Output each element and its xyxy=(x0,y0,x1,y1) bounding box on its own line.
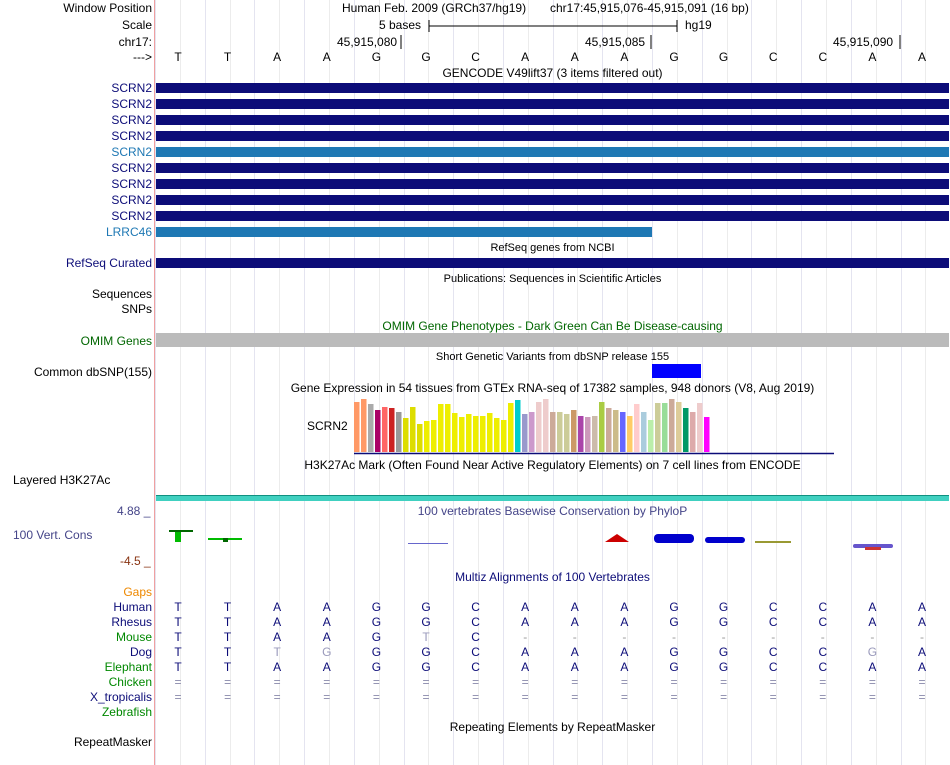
alignment-base: - xyxy=(820,630,825,644)
alignment-base: A xyxy=(273,660,282,674)
alignment-base: = xyxy=(571,690,579,704)
alignment-base: - xyxy=(622,630,627,644)
gtex-tissue-bar xyxy=(494,418,500,452)
gencode-gene-bar[interactable] xyxy=(156,147,949,157)
alignment-base: A xyxy=(620,600,629,614)
gtex-tissue-bar xyxy=(368,404,374,452)
alignment-base: A xyxy=(322,600,331,614)
alignment-base: = xyxy=(868,675,876,689)
gencode-gene-label[interactable]: SCRN2 xyxy=(111,193,152,207)
gtex-tissue-bar xyxy=(389,408,395,452)
window-position-label: Window Position xyxy=(63,1,152,15)
gencode-gene-label[interactable]: SCRN2 xyxy=(111,129,152,143)
gtex-tissue-bar xyxy=(354,402,360,452)
phylop-letter-a xyxy=(605,534,629,542)
alignment-base: = xyxy=(422,675,430,689)
gtex-tissue-bar xyxy=(466,414,472,452)
alignment-base: - xyxy=(572,630,577,644)
dbsnp-label[interactable]: Common dbSNP(155) xyxy=(33,365,152,379)
scale-text: 5 bases xyxy=(379,18,422,32)
alignment-base: = xyxy=(720,675,728,689)
ruler-tick-label: 45,915,080 xyxy=(337,35,398,49)
publications-sequences-label[interactable]: Sequences xyxy=(91,287,152,301)
alignment-base: = xyxy=(918,690,926,704)
alignment-base: C xyxy=(471,630,480,644)
species-label[interactable]: Dog xyxy=(129,645,152,659)
alignment-base: = xyxy=(174,690,182,704)
gtex-tissue-bar xyxy=(571,410,577,452)
alignment-base: A xyxy=(917,645,926,659)
gencode-gene-label[interactable]: SCRN2 xyxy=(111,161,152,175)
alignment-base: C xyxy=(818,645,828,659)
alignment-base: = xyxy=(521,690,529,704)
gencode-gene-bar[interactable] xyxy=(156,211,949,221)
alignment-base: - xyxy=(920,630,924,644)
gtex-tissue-bar xyxy=(704,417,710,452)
repeatmasker-label[interactable]: RepeatMasker xyxy=(73,735,152,749)
sequence-base: C xyxy=(471,50,480,64)
h3k27ac-signal[interactable] xyxy=(156,495,949,501)
species-label[interactable]: Rhesus xyxy=(111,615,152,629)
alignment-base: = xyxy=(918,675,926,689)
sequence-base: A xyxy=(521,50,530,64)
alignment-base: = xyxy=(868,690,876,704)
phylop-letter-g xyxy=(654,534,694,543)
alignment-base: A xyxy=(868,615,877,629)
gtex-tissue-bar xyxy=(522,414,528,452)
repeatmasker-title: Repeating Elements by RepeatMasker xyxy=(449,720,656,734)
publications-title: Publications: Sequences in Scientific Articles xyxy=(443,273,662,285)
alignment-base: = xyxy=(224,675,232,689)
alignment-base: G xyxy=(421,600,431,614)
sequence-base: C xyxy=(768,50,778,64)
gtex-tissue-bar xyxy=(375,410,381,452)
alignment-base: = xyxy=(769,690,777,704)
dbsnp-title: Short Genetic Variants from dbSNP release 155 xyxy=(435,351,670,363)
alignment-base: = xyxy=(571,675,579,689)
phylop-label[interactable]: 100 Vert. Cons xyxy=(13,528,93,542)
alignment-base: = xyxy=(472,690,480,704)
alignment-base: = xyxy=(620,675,628,689)
strand-label: ---> xyxy=(133,50,152,64)
gtex-tissue-bar xyxy=(550,412,556,452)
alignment-base: - xyxy=(771,630,776,644)
phylop-wiggle[interactable] xyxy=(155,522,950,560)
sequence-base: T xyxy=(223,50,232,64)
gencode-gene-bar[interactable] xyxy=(156,115,949,125)
phylop-min-label: -4.5 _ xyxy=(120,554,151,568)
alignment-base: C xyxy=(818,660,828,674)
alignment-base: G xyxy=(718,615,729,629)
gtex-tissue-bar xyxy=(536,402,542,452)
gtex-tissue-bar xyxy=(452,413,458,452)
alignment-base: C xyxy=(768,660,778,674)
alignment-base: G xyxy=(867,645,878,659)
alignment-base: = xyxy=(372,675,380,689)
alignment-base: A xyxy=(570,645,579,659)
alignment-base: G xyxy=(371,600,382,614)
gtex-tissue-bar xyxy=(620,412,626,452)
alignment-base: = xyxy=(620,690,628,704)
gtex-tissue-bar xyxy=(599,402,605,452)
alignment-base: G xyxy=(421,615,431,629)
alignment-base: C xyxy=(768,600,778,614)
gtex-gene-label[interactable]: SCRN2 xyxy=(307,419,348,433)
alignment-base: = xyxy=(670,690,678,704)
gtex-tissue-bar xyxy=(382,407,388,452)
gtex-tissue-bar xyxy=(585,417,591,452)
alignment-base: C xyxy=(471,660,480,674)
sequence-base: G xyxy=(371,50,382,64)
alignment-base: G xyxy=(718,660,729,674)
refseq-label[interactable]: RefSeq Curated xyxy=(65,256,152,270)
gtex-tissue-bar xyxy=(655,403,661,452)
alignment-base: A xyxy=(521,600,530,614)
refseq-gene-bar[interactable] xyxy=(156,258,949,268)
alignment-base: T xyxy=(174,615,182,629)
gtex-tissue-bar xyxy=(487,413,493,452)
gtex-tissue-bar xyxy=(410,407,416,452)
gencode-gene-label[interactable]: SCRN2 xyxy=(111,97,152,111)
alignment-base: G xyxy=(669,645,679,659)
alignment-base: G xyxy=(371,645,382,659)
gencode-gene-bar[interactable] xyxy=(156,179,949,189)
alignment-base: T xyxy=(223,645,232,659)
sequence-base: G xyxy=(669,50,679,64)
gtex-tissue-bar xyxy=(627,416,633,452)
alignment-base: A xyxy=(868,660,877,674)
gtex-tissue-bar xyxy=(564,414,570,452)
gencode-gene-bar[interactable] xyxy=(156,227,652,237)
alignment-base: G xyxy=(669,615,679,629)
gtex-tissue-bar xyxy=(515,400,521,452)
species-label[interactable]: Mouse xyxy=(115,630,152,644)
gencode-gene-bar[interactable] xyxy=(156,99,949,109)
gtex-tissue-bar xyxy=(501,420,507,452)
alignment-base: A xyxy=(917,615,926,629)
ruler-tick-label: 45,915,085 xyxy=(585,35,646,49)
alignment-base: A xyxy=(273,630,282,644)
alignment-base: T xyxy=(223,660,232,674)
sequence-base: A xyxy=(917,50,926,64)
alignment-base: A xyxy=(620,615,629,629)
alignment-base: C xyxy=(768,615,778,629)
publications-snps-label[interactable]: SNPs xyxy=(121,302,152,316)
alignment-base: = xyxy=(422,690,430,704)
gtex-tissue-bar xyxy=(613,410,619,452)
alignment-base: T xyxy=(223,615,232,629)
gtex-tissue-bar xyxy=(480,416,486,452)
alignment-base: G xyxy=(371,630,382,644)
alignment-base: = xyxy=(224,690,232,704)
gtex-tissue-bar xyxy=(683,408,689,452)
sequence-base: A xyxy=(322,50,331,64)
alignment-base: G xyxy=(718,645,729,659)
alignment-base: T xyxy=(174,600,182,614)
gencode-gene-label[interactable]: SCRN2 xyxy=(111,177,152,191)
alignment-base: - xyxy=(721,630,726,644)
alignment-base: T xyxy=(174,660,182,674)
alignment-base: T xyxy=(273,645,281,659)
sequence-base: T xyxy=(174,50,182,64)
gencode-gene-bar[interactable] xyxy=(156,195,949,205)
gtex-tissue-bar xyxy=(361,399,367,452)
gencode-gene-label[interactable]: LRRC46 xyxy=(105,225,152,239)
ruler-ticks xyxy=(400,35,910,49)
alignment-base: A xyxy=(322,630,331,644)
gtex-tissue-bar xyxy=(606,408,612,452)
h3k27ac-title: H3K27Ac Mark (Often Found Near Active Regulatory Elements) on 7 cell lines from ENCODE xyxy=(304,458,801,472)
gtex-tissue-bar xyxy=(662,403,668,452)
gencode-gene-bar[interactable] xyxy=(156,131,949,141)
species-label[interactable]: Zebrafish xyxy=(101,705,152,719)
gtex-tissue-bar xyxy=(641,412,647,452)
gtex-tissue-bar xyxy=(473,416,479,452)
alignment-base: T xyxy=(223,600,232,614)
chrom-label: chr17: xyxy=(118,35,152,49)
dbsnp-variant[interactable] xyxy=(652,364,701,378)
scale-label: Scale xyxy=(121,18,152,32)
sequence-base: A xyxy=(273,50,282,64)
gencode-gene-label[interactable]: SCRN2 xyxy=(111,81,152,95)
gtex-tissue-bar xyxy=(557,412,563,452)
gtex-tissue-bar xyxy=(697,403,703,452)
alignment-base: = xyxy=(372,690,380,704)
gaps-label[interactable]: Gaps xyxy=(123,585,152,599)
alignment-base: T xyxy=(174,630,182,644)
alignment-base: C xyxy=(818,600,828,614)
gtex-tissue-bar xyxy=(445,404,451,452)
species-label[interactable]: Elephant xyxy=(104,660,152,674)
assembly-text: Human Feb. 2009 (GRCh37/hg19) xyxy=(342,1,527,15)
gtex-tissue-bar xyxy=(403,418,409,452)
phylop-letter-g xyxy=(705,537,745,543)
alignment-base: A xyxy=(521,660,530,674)
alignment-base: A xyxy=(273,615,282,629)
alignment-base: A xyxy=(322,615,331,629)
position-text: chr17:45,915,076-45,915,091 (16 bp) xyxy=(550,1,749,15)
alignment-base: A xyxy=(322,660,331,674)
db-text: hg19 xyxy=(685,18,712,32)
alignment-base: = xyxy=(323,690,331,704)
alignment-base: G xyxy=(669,660,679,674)
alignment-base: - xyxy=(523,630,528,644)
gtex-tissue-bar xyxy=(438,404,444,452)
species-label[interactable]: X_tropicalis xyxy=(89,690,152,704)
gtex-tissue-bar xyxy=(396,412,402,452)
gencode-gene-bar[interactable] xyxy=(156,163,949,173)
gencode-gene-label[interactable]: SCRN2 xyxy=(111,209,152,223)
alignment-base: A xyxy=(570,600,579,614)
alignment-base: T xyxy=(174,645,182,659)
gtex-tissue-bar xyxy=(529,412,535,452)
alignment-base: T xyxy=(422,630,430,644)
omim-title: OMIM Gene Phenotypes - Dark Green Can Be Disease-causing xyxy=(382,319,723,333)
alignment-base: A xyxy=(521,615,530,629)
alignment-base: G xyxy=(371,660,382,674)
gtex-tissue-bar xyxy=(634,404,640,452)
alignment-base: = xyxy=(273,675,281,689)
gtex-bar-chart[interactable] xyxy=(354,396,834,456)
alignment-base: = xyxy=(670,675,678,689)
alignment-base: = xyxy=(273,690,281,704)
gtex-title: Gene Expression in 54 tissues from GTEx RNA-seq of 17382 samples, 948 donors (V8, Aug 2019) xyxy=(290,381,815,395)
alignment-base: G xyxy=(421,660,431,674)
gtex-tissue-bar xyxy=(592,416,598,452)
alignment-base: A xyxy=(917,660,926,674)
sequence-base: G xyxy=(718,50,729,64)
alignment-base: = xyxy=(819,675,827,689)
alignment-base: C xyxy=(471,645,480,659)
sequence-base: C xyxy=(818,50,828,64)
phylop-max-label: 4.88 _ xyxy=(117,504,151,518)
alignment-base: A xyxy=(917,600,926,614)
multiz-title: Multiz Alignments of 100 Vertebrates xyxy=(455,570,650,584)
species-label[interactable]: Human xyxy=(113,600,152,614)
alignment-base: = xyxy=(472,675,480,689)
alignment-base: A xyxy=(620,645,629,659)
sequence-base: G xyxy=(421,50,431,64)
alignment-base: A xyxy=(521,645,530,659)
ruler-tick-label: 45,915,090 xyxy=(833,35,894,49)
scale-bar xyxy=(428,18,680,34)
gtex-tissue-bar xyxy=(690,412,696,452)
alignment-base: G xyxy=(322,645,332,659)
gtex-tissue-bar xyxy=(543,399,549,452)
h3k27ac-label[interactable]: Layered H3K27Ac xyxy=(13,473,111,487)
species-label[interactable]: Chicken xyxy=(108,675,152,689)
alignment-base: A xyxy=(570,615,579,629)
gtex-tissue-bar xyxy=(508,403,514,452)
phylop-title: 100 vertebrates Basewise Conservation by PhyloP xyxy=(417,504,688,518)
alignment-base: G xyxy=(421,645,431,659)
alignment-base: C xyxy=(471,615,480,629)
alignment-base: G xyxy=(718,600,729,614)
gencode-title: GENCODE V49lift37 (3 items filtered out) xyxy=(442,66,663,80)
omim-gene-bar[interactable] xyxy=(156,333,949,347)
sequence-base: A xyxy=(620,50,629,64)
alignment-base: = xyxy=(819,690,827,704)
gtex-tissue-bar xyxy=(669,399,675,452)
gtex-tissue-bar xyxy=(417,424,423,452)
alignment-base: = xyxy=(720,690,728,704)
alignment-base: = xyxy=(323,675,331,689)
alignment-base: C xyxy=(768,645,778,659)
alignment-base: G xyxy=(669,600,679,614)
gencode-gene-label[interactable]: SCRN2 xyxy=(111,145,152,159)
alignment-base: T xyxy=(223,630,232,644)
gtex-tissue-bar xyxy=(424,421,430,452)
alignment-base: A xyxy=(273,600,282,614)
gencode-gene-label[interactable]: SCRN2 xyxy=(111,113,152,127)
alignment-base: = xyxy=(769,675,777,689)
gencode-gene-bar[interactable] xyxy=(156,83,949,93)
alignment-base: A xyxy=(570,660,579,674)
alignment-base: = xyxy=(521,675,529,689)
sequence-base: A xyxy=(570,50,579,64)
sequence-base: A xyxy=(868,50,877,64)
omim-label[interactable]: OMIM Genes xyxy=(80,334,152,348)
alignment-base: - xyxy=(672,630,676,644)
gtex-tissue-bar xyxy=(648,420,654,452)
alignment-base: = xyxy=(174,675,182,689)
refseq-title: RefSeq genes from NCBI xyxy=(490,242,615,254)
gtex-tissue-bar xyxy=(459,417,465,452)
gtex-tissue-bar xyxy=(676,402,682,452)
alignment-base: A xyxy=(620,660,629,674)
alignment-base: A xyxy=(868,600,877,614)
gtex-tissue-bar xyxy=(431,420,437,452)
gtex-tissue-bar xyxy=(578,416,584,452)
alignment-base: C xyxy=(471,600,480,614)
alignment-base: C xyxy=(818,615,828,629)
alignment-base: - xyxy=(870,630,875,644)
alignment-base: G xyxy=(371,615,382,629)
